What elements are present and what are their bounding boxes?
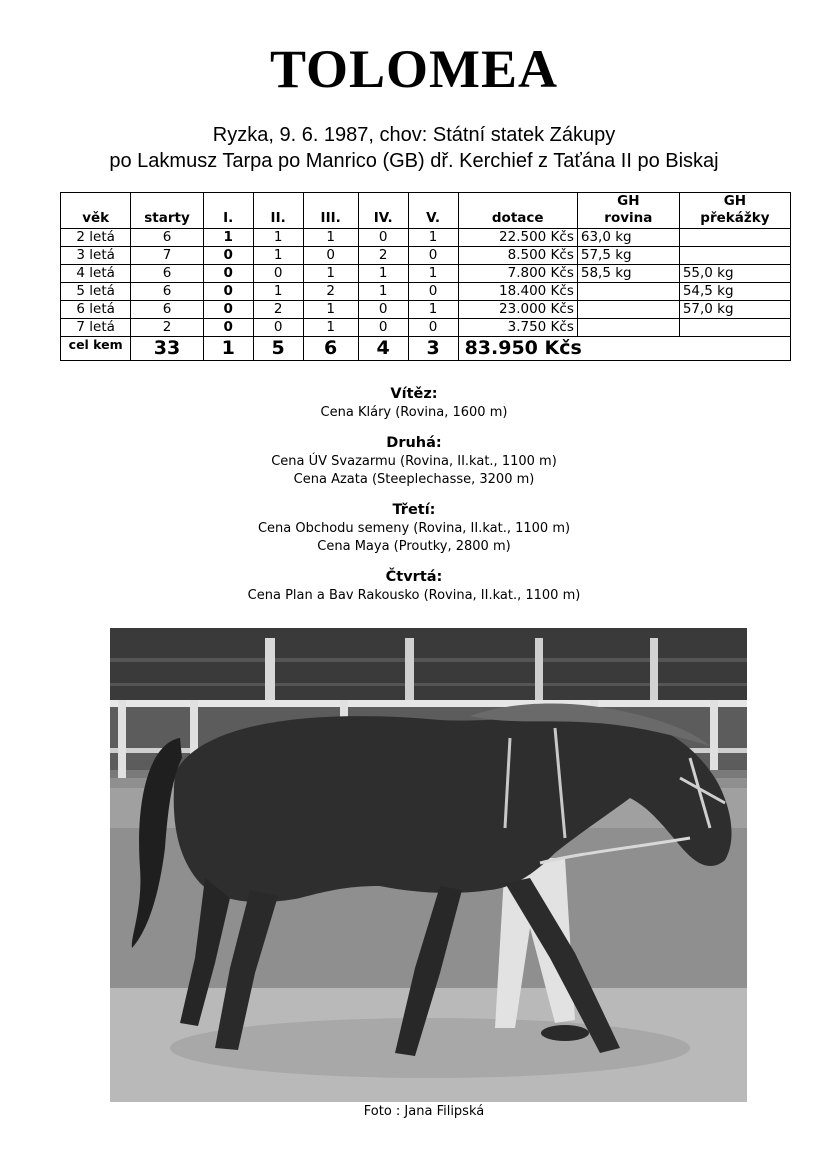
cell-third: 1	[303, 229, 358, 247]
header-gh-flat-bottom: rovina	[604, 210, 653, 226]
cell-prize: 18.400 Kčs	[458, 283, 577, 301]
cell-starts: 2	[131, 319, 203, 337]
photo-credit: Foto : Jana Filipská	[363, 1104, 485, 1119]
race-item: Cena ÚV Svazarmu (Rovina, II.kat., 1100 m)	[271, 453, 557, 469]
cell-second: 0	[253, 265, 303, 283]
cell-first: 0	[203, 265, 253, 283]
cell-gh-jump: 57,0 kg	[679, 301, 790, 319]
header-gh-jump-top: GH	[723, 193, 747, 209]
cell-first: 0	[203, 301, 253, 319]
race-item: Cena Maya (Proutky, 2800 m)	[317, 539, 511, 554]
total-first: 1	[203, 337, 253, 361]
cell-gh-jump	[679, 247, 790, 265]
header-second: II.	[253, 193, 303, 229]
table-row	[61, 229, 791, 247]
cell-prize: 3.750 Kčs	[458, 319, 577, 337]
cell-gh-flat: 57,5 kg	[577, 247, 679, 265]
table-row	[61, 301, 791, 319]
race-item: Cena Obchodu semeny (Rovina, II.kat., 1100 m)	[257, 520, 571, 536]
pedigree-line: po Lakmusz Tarpa po Manrico (GB) dř. Kerchief z Taťána II po Biskaj	[109, 150, 719, 172]
header-gh-jump	[679, 193, 790, 229]
table-header-row	[61, 193, 791, 229]
cell-starts: 6	[131, 283, 203, 301]
header-gh-flat-top: GH	[617, 193, 640, 209]
table-row	[61, 319, 791, 337]
header-third: III.	[303, 193, 358, 229]
table-total-row	[61, 337, 791, 361]
cell-third: 1	[303, 319, 358, 337]
horse-photo-illustration	[110, 628, 747, 1102]
cell-age: 3 letá	[61, 247, 131, 265]
cell-prize: 22.500 Kčs	[458, 229, 577, 247]
cell-second: 0	[253, 319, 303, 337]
header-age: věk	[61, 193, 131, 229]
third-heading: Třetí:	[392, 501, 436, 518]
cell-starts: 6	[131, 301, 203, 319]
cell-gh-flat: 63,0 kg	[577, 229, 679, 247]
cell-prize: 7.800 Kčs	[458, 265, 577, 283]
cell-gh-jump	[679, 229, 790, 247]
fourth-heading: Čtvrtá:	[385, 568, 443, 585]
table-row	[61, 247, 791, 265]
header-fifth: V.	[408, 193, 458, 229]
cell-third: 1	[303, 265, 358, 283]
cell-fifth: 0	[408, 283, 458, 301]
cell-gh-jump: 55,0 kg	[679, 265, 790, 283]
total-starts: 33	[131, 337, 203, 361]
race-item: Cena Plan a Bav Rakousko (Rovina, II.kat., 1100 m)	[247, 587, 581, 603]
cell-fifth: 1	[408, 229, 458, 247]
cell-prize: 23.000 Kčs	[458, 301, 577, 319]
second-place-group	[0, 433, 828, 490]
total-fifth: 3	[408, 337, 458, 361]
cell-age: 7 letá	[61, 319, 131, 337]
cell-fifth: 1	[408, 265, 458, 283]
cell-gh-flat	[577, 319, 679, 337]
horse-photo	[110, 628, 747, 1102]
cell-fifth: 1	[408, 301, 458, 319]
horse-origin-line: Ryzka, 9. 6. 1987, chov: Státní statek Zákupy	[212, 124, 616, 146]
total-second: 5	[253, 337, 303, 361]
winner-heading: Vítěz:	[390, 386, 438, 402]
cell-first: 1	[203, 229, 253, 247]
cell-gh-flat	[577, 301, 679, 319]
cell-prize: 8.500 Kčs	[458, 247, 577, 265]
table-row	[61, 265, 791, 283]
winner-group	[0, 384, 828, 423]
header-gh-jump-bottom: překážky	[700, 210, 770, 226]
total-prize: 83.950 Kčs	[458, 337, 790, 361]
cell-third: 1	[303, 301, 358, 319]
cell-fourth: 1	[358, 283, 408, 301]
cell-starts: 6	[131, 265, 203, 283]
total-fourth: 4	[358, 337, 408, 361]
cell-gh-jump: 54,5 kg	[679, 283, 790, 301]
cell-second: 1	[253, 247, 303, 265]
cell-second: 1	[253, 283, 303, 301]
cell-age: 5 letá	[61, 283, 131, 301]
cell-first: 0	[203, 283, 253, 301]
cell-fourth: 0	[358, 229, 408, 247]
table-row	[61, 283, 791, 301]
fence-rail	[110, 700, 747, 707]
cell-first: 0	[203, 247, 253, 265]
race-item: Cena Kláry (Rovina, 1600 m)	[320, 405, 508, 420]
cell-third: 2	[303, 283, 358, 301]
cell-age: 6 letá	[61, 301, 131, 319]
cell-third: 0	[303, 247, 358, 265]
cell-fourth: 0	[358, 301, 408, 319]
fourth-place-group	[0, 567, 828, 606]
cell-starts: 7	[131, 247, 203, 265]
cell-first: 0	[203, 319, 253, 337]
race-statistics-table	[60, 192, 791, 361]
cell-gh-jump	[679, 319, 790, 337]
cell-fifth: 0	[408, 247, 458, 265]
cell-second: 1	[253, 229, 303, 247]
header-gh-flat	[577, 193, 679, 229]
cell-fourth: 2	[358, 247, 408, 265]
header-starts: starty	[131, 193, 203, 229]
horse-name-title: TOLOMEA	[269, 39, 559, 99]
header-fourth: IV.	[358, 193, 408, 229]
cell-age: 2 letá	[61, 229, 131, 247]
header-first: I.	[203, 193, 253, 229]
cell-gh-flat: 58,5 kg	[577, 265, 679, 283]
third-place-group	[0, 500, 828, 557]
cell-fifth: 0	[408, 319, 458, 337]
race-results	[0, 384, 828, 615]
total-third: 6	[303, 337, 358, 361]
header-prize: dotace	[458, 193, 577, 229]
race-item: Cena Azata (Steeplechasse, 3200 m)	[293, 472, 535, 487]
cell-starts: 6	[131, 229, 203, 247]
cell-second: 2	[253, 301, 303, 319]
second-heading: Druhá:	[386, 434, 442, 451]
cell-age: 4 letá	[61, 265, 131, 283]
cell-gh-flat	[577, 283, 679, 301]
cell-fourth: 0	[358, 319, 408, 337]
cell-fourth: 1	[358, 265, 408, 283]
total-label: cel kem	[61, 337, 131, 361]
